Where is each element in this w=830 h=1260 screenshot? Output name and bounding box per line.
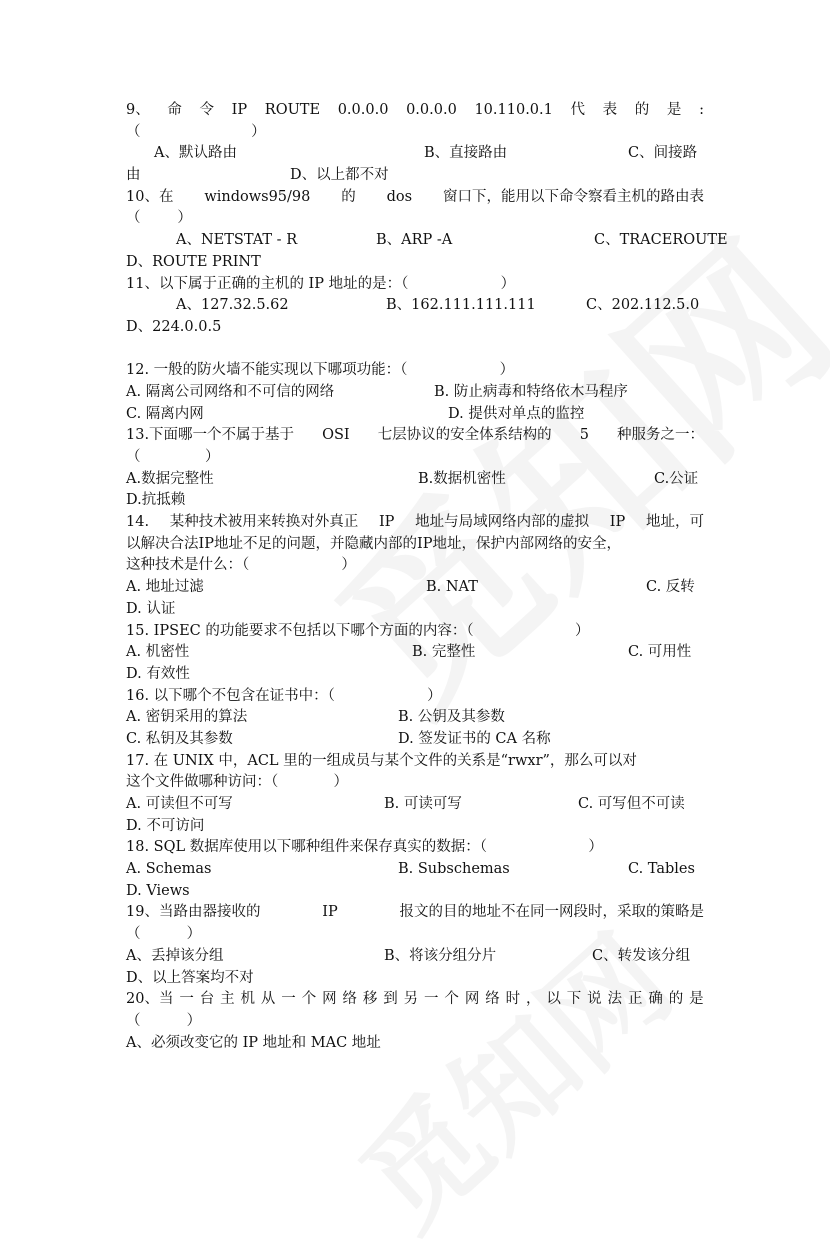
question-glyph: 正 xyxy=(627,991,643,1008)
question-glyph: 到 xyxy=(383,991,398,1008)
question-glyph: 法 xyxy=(607,991,623,1008)
option-a[interactable]: A. 地址过滤 xyxy=(126,579,204,596)
question-17 xyxy=(126,751,704,838)
option-row xyxy=(126,143,704,165)
question-glyph: 说 xyxy=(587,991,602,1008)
question-glyph: 台 xyxy=(199,991,215,1008)
option-row xyxy=(126,490,704,512)
question-text: 14. 某种技术被用来转换对外真正 IP 地址与局域网络内部的虚拟 IP 地址，可 xyxy=(126,514,704,531)
question-14 xyxy=(126,512,704,620)
answer-paren: （ ） xyxy=(126,1012,202,1029)
option-row xyxy=(126,230,728,252)
option-c[interactable]: C. Tables xyxy=(628,861,695,878)
question-20 xyxy=(126,989,704,1054)
option-row xyxy=(126,729,704,751)
question-glyph: 个 xyxy=(301,991,317,1008)
option-b[interactable]: B. 公钥及其参数 xyxy=(398,709,505,726)
option-c[interactable]: C. 可写但不可读 xyxy=(578,796,685,812)
option-row xyxy=(126,404,704,426)
answer-paren: （ ） xyxy=(126,210,192,227)
option-a[interactable]: A. 机密性 xyxy=(126,644,190,661)
question-15 xyxy=(126,621,704,686)
question-glyph: 另 xyxy=(403,991,419,1008)
option-row xyxy=(126,968,704,990)
question-text-cont: 这种技术是什么：（ ） xyxy=(126,557,356,574)
option-row xyxy=(126,599,704,621)
option-b[interactable]: B. NAT xyxy=(426,579,478,596)
question-glyph: 从 xyxy=(260,991,276,1008)
question-19 xyxy=(126,902,704,989)
option-d[interactable]: D. Views xyxy=(126,882,190,899)
option-c[interactable]: C. 隔离内网 xyxy=(126,405,204,422)
question-glyph: 移 xyxy=(362,991,378,1008)
option-b[interactable]: B、ARP -A xyxy=(376,232,453,249)
question-text: 19、当路由器接收的 IP 报文的目的地址不在同一网段时，采取的策略是 xyxy=(126,904,704,921)
question-text: 9、 命 令 IP ROUTE 0.0.0.0 0.0.0.0 10.110.0.1 代 表 的 是 : xyxy=(126,102,704,118)
option-b[interactable]: B、162.111.111.111 xyxy=(386,297,536,314)
option-row xyxy=(126,946,704,968)
question-glyph: 机 xyxy=(240,991,256,1008)
option-row xyxy=(126,382,704,404)
option-row xyxy=(126,707,704,729)
question-text: 13.下面哪一个不属于基于 OSI 七层协议的安全体系结构的 5 种服务之一： xyxy=(126,427,704,444)
question-glyph: 的 xyxy=(668,991,684,1008)
option-c[interactable]: C、TRACEROUTE xyxy=(594,232,728,249)
option-c[interactable]: C. 反转 xyxy=(646,579,695,596)
option-d[interactable]: D.抗抵赖 xyxy=(126,492,186,509)
option-a[interactable]: A.数据完整性 xyxy=(126,470,214,487)
question-13 xyxy=(126,425,704,512)
question-text-cont: 以解决合法IP地址不足的问题，并隐藏内部的IP地址，保护内部网络的安全， xyxy=(126,535,621,552)
question-9 xyxy=(126,100,704,187)
question-text: 11、以下属于正确的主机的 IP 地址的是：（ ） xyxy=(126,275,516,292)
option-row xyxy=(126,469,704,491)
option-b[interactable]: B. 可读可写 xyxy=(384,796,462,812)
option-a[interactable]: A. 密钥采用的算法 xyxy=(126,709,248,726)
option-row xyxy=(126,252,704,274)
question-glyph: 是 xyxy=(689,991,704,1008)
option-row xyxy=(126,881,704,903)
option-d[interactable]: D. 签发证书的 CA 名称 xyxy=(398,730,551,747)
option-b[interactable]: B.数据机密性 xyxy=(418,470,506,487)
question-text: 15. IPSEC 的功能要求不包括以下哪个方面的内容：（ ） xyxy=(126,622,590,639)
question-glyph: 络 xyxy=(485,991,500,1008)
option-d[interactable]: D. 不可访问 xyxy=(126,817,205,834)
option-a[interactable]: A、必须改变它的 IP 地址和 MAC 地址 xyxy=(126,1034,381,1051)
option-b[interactable]: B. Subschemas xyxy=(398,861,510,878)
question-glyph: 20、当 xyxy=(126,991,174,1008)
question-text-cont: 这个文件做哪种访问：（ ） xyxy=(126,774,349,791)
question-text: 10、在 windows95/98 的 dos 窗口下，能用以下命令察看主机的路由表 xyxy=(126,188,704,205)
question-text: 16. 以下哪个不包含在证书中：（ ） xyxy=(126,687,442,704)
option-d[interactable]: D、224.0.0.5 xyxy=(126,318,222,335)
option-row xyxy=(126,1033,704,1055)
option-b[interactable]: B、将该分组分片 xyxy=(384,947,497,964)
question-glyph: 下 xyxy=(566,991,582,1008)
option-a[interactable]: A. 可读但不可写 xyxy=(126,796,233,812)
question-glyph: 网 xyxy=(464,991,480,1008)
option-d[interactable]: D、以上都不对 xyxy=(290,167,389,184)
option-c[interactable]: C、202.112.5.0 xyxy=(586,297,700,314)
option-c[interactable]: C.公证 xyxy=(654,470,699,487)
question-16 xyxy=(126,686,704,751)
option-c[interactable]: C. 可用性 xyxy=(628,644,692,661)
option-a[interactable]: A、127.32.5.62 xyxy=(176,297,289,314)
option-d[interactable]: D、ROUTE PRINT xyxy=(126,253,261,270)
question-glyph: 时 xyxy=(505,991,521,1008)
option-row xyxy=(126,642,704,664)
question-12 xyxy=(126,360,704,425)
question-11 xyxy=(126,274,704,339)
option-row xyxy=(126,577,704,599)
answer-paren: （ ） xyxy=(126,123,266,140)
question-glyph: 一 xyxy=(179,991,194,1008)
question-text xyxy=(126,989,704,1011)
question-glyph: 以 xyxy=(546,991,561,1008)
question-glyph: ， xyxy=(525,991,541,1008)
option-c[interactable]: C、转发该分组 xyxy=(592,947,691,964)
option-row xyxy=(126,816,704,838)
question-list xyxy=(126,100,728,1054)
option-c-cont: 由 xyxy=(126,167,141,184)
option-b[interactable]: B、直接路由 xyxy=(424,145,508,162)
question-glyph: 一 xyxy=(424,991,439,1008)
option-d[interactable]: D. 有效性 xyxy=(126,665,190,682)
answer-paren: （ ） xyxy=(126,926,202,943)
question-glyph: 一 xyxy=(281,991,296,1008)
option-d[interactable]: D. 提供对单点的监控 xyxy=(448,405,585,422)
option-b[interactable]: B. 完整性 xyxy=(412,644,476,661)
option-row xyxy=(126,664,704,686)
option-a[interactable]: A、默认路由 xyxy=(154,145,237,162)
question-glyph: 络 xyxy=(342,991,357,1008)
option-row xyxy=(126,295,704,317)
question-glyph: 网 xyxy=(322,991,337,1008)
answer-paren: （ ） xyxy=(126,449,220,465)
option-a[interactable]: A. Schemas xyxy=(126,861,212,878)
option-a[interactable]: A. 隔离公司网络和不可信的网络 xyxy=(126,383,335,400)
option-a[interactable]: A、NETSTAT - R xyxy=(176,232,298,249)
question-10 xyxy=(126,187,728,274)
option-b[interactable]: B. 防止病毒和特络依木马程序 xyxy=(434,383,628,400)
question-text: 12. 一般的防火墙不能实现以下哪项功能：（ ） xyxy=(126,362,515,379)
option-c[interactable]: C、间接路 xyxy=(628,145,698,162)
option-c[interactable]: C. 私钥及其参数 xyxy=(126,730,233,747)
question-text: 18. SQL 数据库使用以下哪种组件来保存真实的数据：（ ） xyxy=(126,839,603,856)
option-row xyxy=(126,794,704,816)
option-d[interactable]: D. 认证 xyxy=(126,600,176,617)
question-glyph: 个 xyxy=(444,991,459,1008)
option-row xyxy=(126,165,704,187)
option-row xyxy=(126,859,704,881)
option-a[interactable]: A、丢掉该分组 xyxy=(126,947,224,964)
question-18 xyxy=(126,837,704,902)
option-d[interactable]: D、以上答案均不对 xyxy=(126,969,254,986)
question-glyph: 确 xyxy=(648,991,663,1008)
question-glyph: 主 xyxy=(220,991,235,1008)
question-text: 17. 在 UNIX 中，ACL 里的一组成员与某个文件的关系是“rwxr”，那么可以对 xyxy=(126,752,637,769)
option-row xyxy=(126,317,704,339)
